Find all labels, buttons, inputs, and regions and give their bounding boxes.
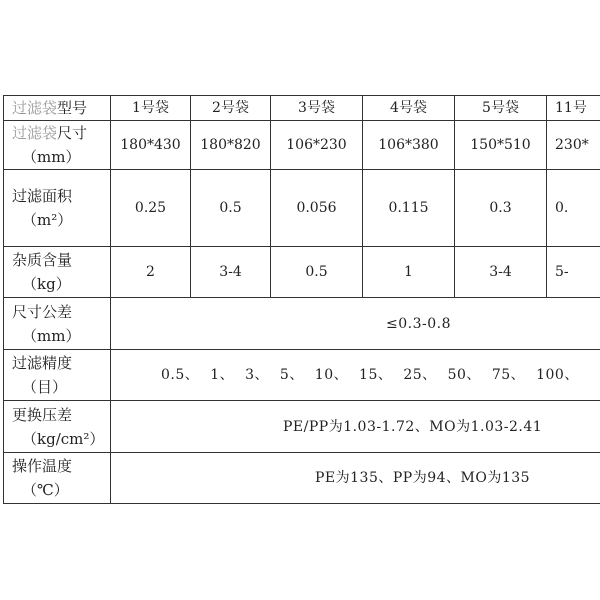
header-col-3: 3号袋 (271, 96, 363, 121)
row-impurity-val-2: 3-4 (191, 247, 271, 298)
row-area-val-5: 0.3 (455, 170, 547, 247)
row-tolerance-unit: （mm） (22, 326, 81, 345)
row-impurity-unit: （kg） (22, 275, 71, 293)
row-pressure-label (4, 401, 111, 453)
row-impurity-val-4: 1 (363, 247, 455, 298)
row-tolerance-value: ≤0.3-0.8 (111, 298, 600, 350)
row-temperature-label (4, 453, 111, 504)
row-area-label-text: 过滤面积 (12, 187, 73, 205)
row-temperature-unit: （℃） (22, 481, 69, 499)
row-size-unit: （mm） (22, 148, 81, 166)
row-impurity-val-3: 0.5 (271, 247, 363, 298)
row-pressure-unit: （kg/cm²） (22, 429, 105, 448)
row-area-val-6: 0. (547, 170, 600, 247)
row-tolerance-label (4, 298, 111, 350)
row-precision-unit: （目） (22, 378, 68, 396)
header-label-muted: 过滤袋 (12, 99, 58, 117)
row-temperature-value: PE为135、PP为94、MO为135 (111, 453, 600, 504)
row-size-label-rest: 尺寸 (57, 124, 88, 142)
row-impurity-label (4, 247, 111, 298)
row-area (4, 170, 600, 247)
row-size (4, 121, 600, 170)
row-size-val-3: 106*230 (271, 121, 363, 170)
row-precision (4, 350, 600, 401)
header-row (4, 96, 600, 121)
row-size-label-muted: 过滤袋 (12, 124, 58, 142)
row-impurity (4, 247, 600, 298)
filter-bag-spec-table (3, 95, 600, 504)
row-area-val-3: 0.056 (271, 170, 363, 247)
row-tolerance (4, 298, 600, 350)
row-impurity-val-6: 5- (547, 247, 600, 298)
header-label-rest: 型号 (57, 99, 88, 117)
row-size-val-5: 150*510 (455, 121, 547, 170)
row-temperature (4, 453, 600, 504)
row-impurity-label-text: 杂质含量 (12, 251, 73, 269)
header-label-cell (4, 96, 111, 121)
row-precision-label (4, 350, 111, 401)
row-size-val-6: 230* (547, 121, 600, 170)
header-col-5: 5号袋 (455, 96, 547, 121)
row-area-val-4: 0.115 (363, 170, 455, 247)
row-size-val-2: 180*820 (191, 121, 271, 170)
row-pressure-label-text: 更换压差 (12, 405, 73, 424)
row-tolerance-label-text: 尺寸公差 (12, 302, 73, 321)
row-size-label (4, 121, 111, 170)
row-pressure-value: PE/PP为1.03-1.72、MO为1.03-2.41 (111, 401, 600, 453)
header-col-1: 1号袋 (111, 96, 191, 121)
row-pressure (4, 401, 600, 453)
header-col-2: 2号袋 (191, 96, 271, 121)
row-area-unit: （m²） (22, 211, 73, 229)
row-temperature-label-text: 操作温度 (12, 457, 73, 475)
row-size-val-1: 180*430 (111, 121, 191, 170)
row-size-val-4: 106*380 (363, 121, 455, 170)
row-precision-value: 0.5、 1、 3、 5、 10、 15、 25、 50、 75、 100、 (111, 350, 600, 401)
row-area-label (4, 170, 111, 247)
row-area-val-2: 0.5 (191, 170, 271, 247)
header-col-6: 11号 (547, 96, 600, 121)
row-precision-label-text: 过滤精度 (12, 354, 73, 372)
row-impurity-val-5: 3-4 (455, 247, 547, 298)
row-area-val-1: 0.25 (111, 170, 191, 247)
row-impurity-val-1: 2 (111, 247, 191, 298)
header-col-4: 4号袋 (363, 96, 455, 121)
